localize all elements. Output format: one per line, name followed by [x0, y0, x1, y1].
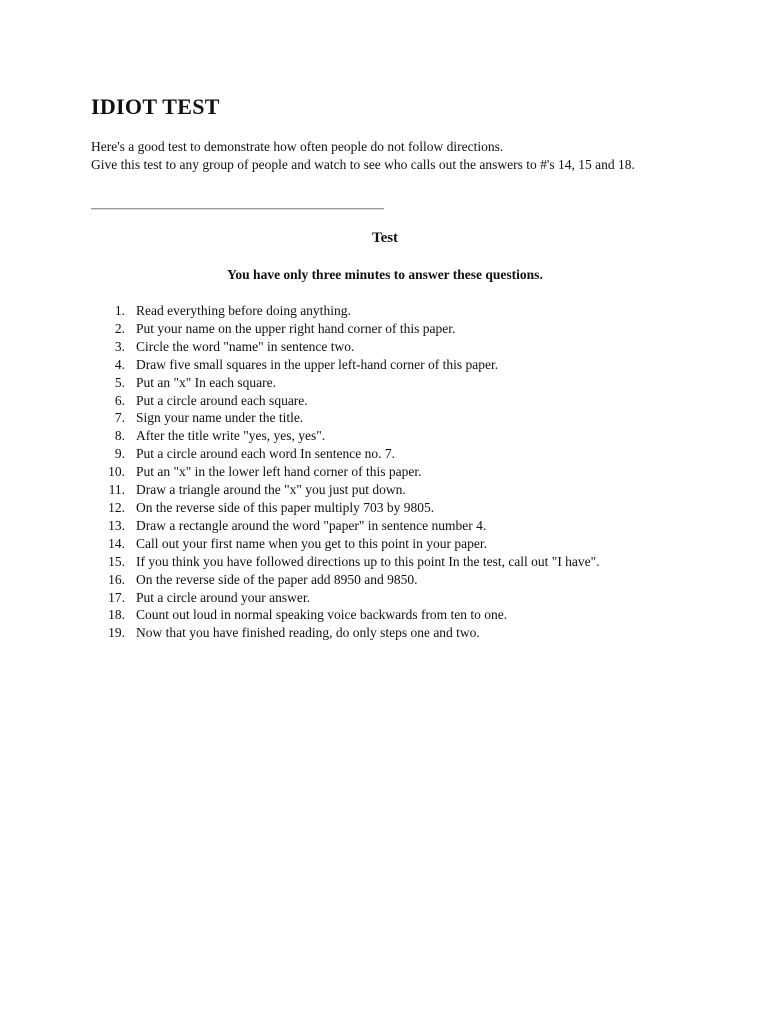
question-text: Draw a triangle around the "x" you just put down.	[136, 482, 406, 498]
question-number: 15.	[108, 553, 125, 569]
question-number: 17.	[108, 589, 125, 605]
question-text: On the reverse side of the paper add 8950 and 9850.	[136, 571, 418, 587]
intro-paragraph	[91, 138, 691, 174]
question-item	[91, 517, 600, 535]
question-item	[91, 589, 600, 607]
question-item	[91, 499, 600, 517]
question-item	[91, 392, 600, 410]
document-title: IDIOT TEST	[91, 94, 220, 119]
question-number: 8.	[114, 428, 125, 444]
question-text: Circle the word "name" in sentence two.	[136, 338, 355, 354]
question-number: 14.	[108, 535, 125, 551]
question-item	[91, 624, 600, 642]
question-text: Put a circle around each word In sentence no. 7.	[136, 446, 396, 462]
question-text: On the reverse side of this paper multiply 703 by 9805.	[136, 499, 435, 515]
question-text: Count out loud in normal speaking voice backwards from ten to one.	[136, 607, 508, 623]
question-item	[91, 409, 600, 427]
question-number: 11.	[108, 482, 125, 498]
question-list	[91, 302, 600, 642]
question-number: 18.	[108, 607, 125, 623]
question-text: Sign your name under the title.	[136, 410, 304, 426]
question-item	[91, 535, 600, 553]
question-item	[91, 445, 600, 463]
question-item	[91, 606, 600, 624]
question-item	[91, 320, 600, 338]
test-instructions: You have only three minutes to answer these questions.	[227, 267, 543, 282]
question-number: 19.	[108, 625, 125, 641]
question-text: Draw a rectangle around the word "paper" in sentence number 4.	[136, 517, 487, 533]
test-heading: Test	[371, 230, 399, 246]
question-number: 7.	[114, 410, 125, 426]
question-text: Now that you have finished reading, do only steps one and two.	[136, 625, 480, 641]
question-text: Read everything before doing anything.	[136, 303, 351, 318]
question-item	[91, 338, 600, 356]
question-text: Put your name on the upper right hand corner of this paper.	[136, 320, 456, 336]
question-text: Put a circle around each square.	[136, 392, 308, 408]
question-text: Call out your first name when you get to this point in your paper.	[136, 535, 487, 551]
question-item	[91, 302, 600, 320]
intro-line: Here's a good test to demonstrate how often people do not follow directions.	[91, 139, 504, 154]
question-number: 1.	[114, 303, 125, 318]
intro-line: Give this test to any group of people and watch to see who calls out the answers to #'s 14, 15 and 18.	[91, 157, 635, 172]
question-text: Put an "x" in the lower left hand corner of this paper.	[136, 464, 422, 480]
question-number: 6.	[114, 392, 125, 408]
question-text: If you think you have followed directions up to this point In the test, call out "I have".	[136, 553, 600, 569]
question-number: 12.	[108, 499, 125, 515]
question-number: 9.	[114, 446, 125, 462]
question-item	[91, 356, 600, 374]
question-text: After the title write "yes, yes, yes".	[136, 428, 326, 444]
question-number: 2.	[114, 320, 125, 336]
question-text: Put a circle around your answer.	[136, 589, 310, 605]
question-item	[91, 481, 600, 499]
question-text: Put an "x" In each square.	[136, 374, 276, 390]
question-number: 4.	[114, 356, 125, 372]
question-item	[91, 553, 600, 571]
question-number: 13.	[108, 517, 125, 533]
question-number: 16.	[108, 571, 125, 587]
question-number: 10.	[108, 464, 125, 480]
question-text: Draw five small squares in the upper left-hand corner of this paper.	[136, 356, 499, 372]
question-item	[91, 427, 600, 445]
question-item	[91, 374, 600, 392]
question-number: 3.	[114, 338, 125, 354]
horizontal-divider	[91, 208, 384, 210]
question-item	[91, 571, 600, 589]
question-number: 5.	[114, 374, 125, 390]
question-item	[91, 463, 600, 481]
